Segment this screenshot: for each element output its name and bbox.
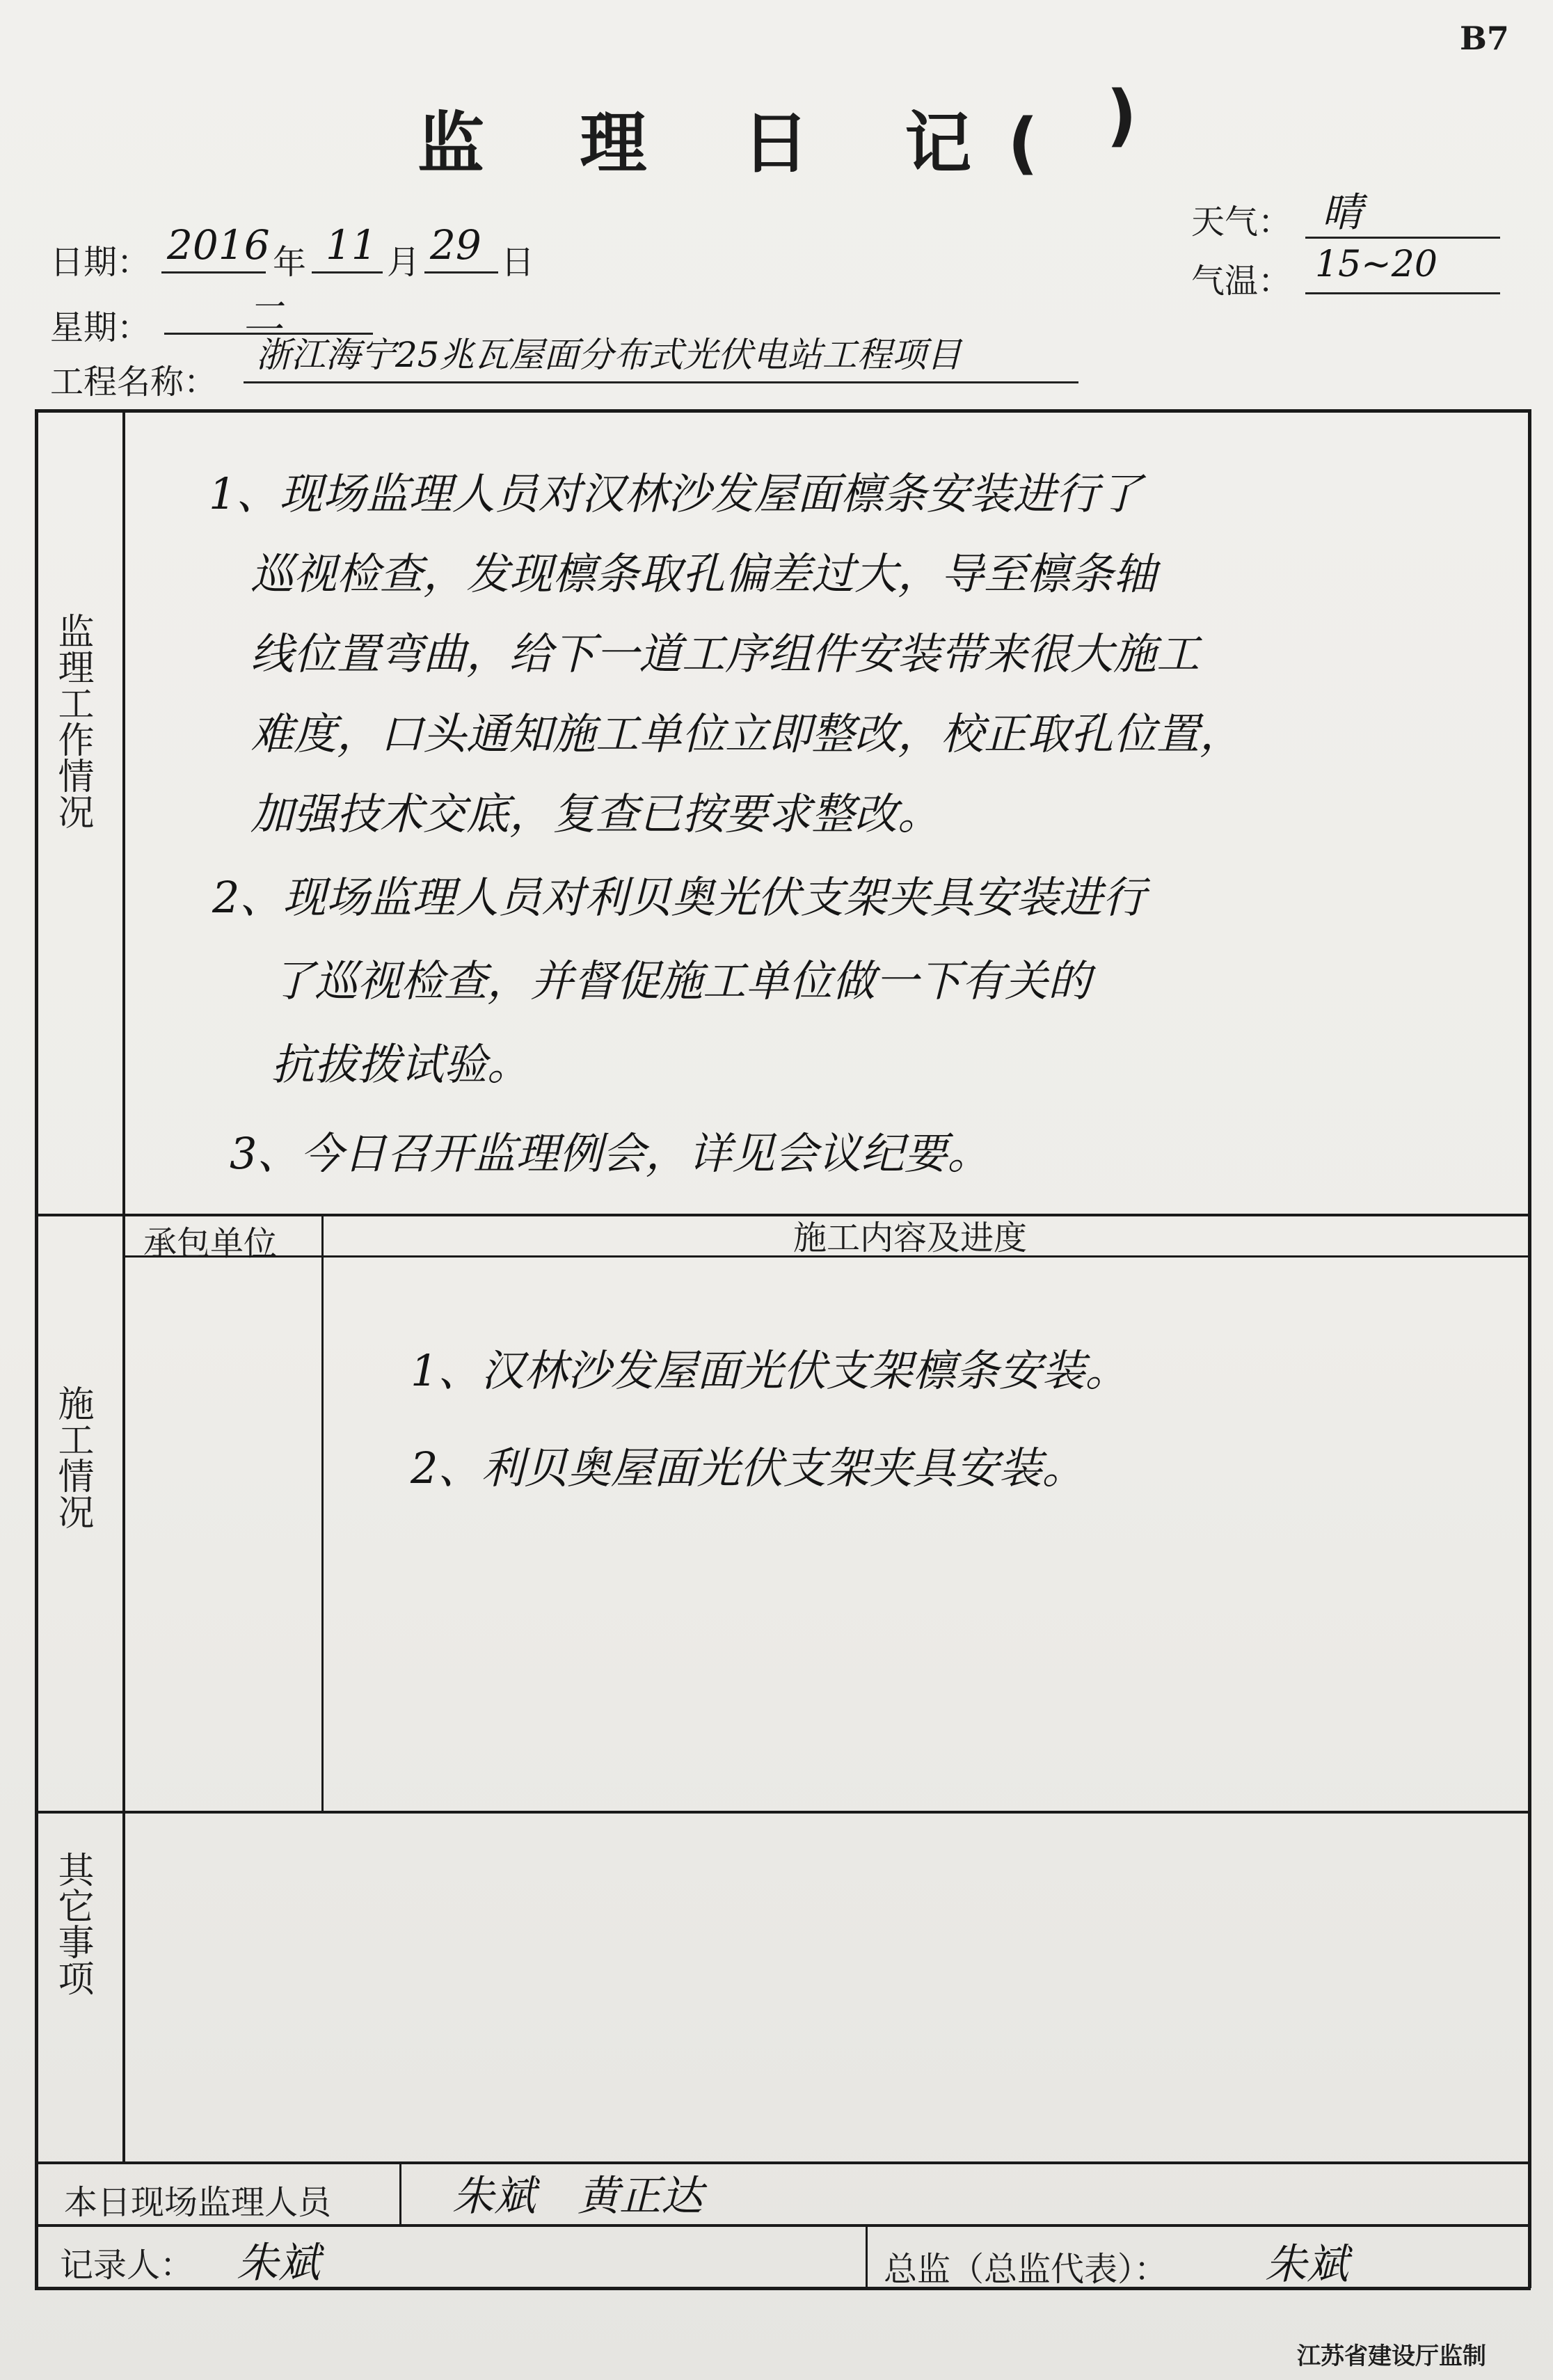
temperature-value: 15~20 [1315,244,1437,285]
page-title: 监 理 日 记( [417,104,1075,182]
supervision-line: 了巡视检查，并督促施工单位做一下有关的 [271,955,1092,1006]
weather-label: 天气： [1191,203,1292,241]
date-day: 29 [430,221,481,269]
date-year: 2016 [167,221,270,269]
supervision-line: 1、现场监理人员对汉林沙发屋面檩条安装进行了 [209,468,1142,519]
staff-label: 本日现场监理人员 [64,2183,332,2222]
chief-label: 总监（总监代表）： [884,2250,1168,2289]
project-name: 浙江海宁25兆瓦屋面分布式光伏电站工程项目 [256,335,962,375]
weekday-value: 二 [244,293,285,340]
date-month: 11 [326,221,377,269]
title-close-paren: ) [1106,77,1137,154]
supervision-line: 巡视检查，发现檩条取孔偏差过大，导至檩条轴 [250,548,1157,599]
construction-line: 2、利贝奥屋面光伏支架夹具安装。 [411,1443,1085,1493]
recorder-label: 记录人： [60,2246,194,2285]
supervision-line: 难度，口头通知施工单位立即整改，校正取孔位置， [250,708,1243,759]
contractor-header: 承包单位 [143,1224,278,1263]
supervision-line: 线位置弯曲，给下一道工序组件安装带来很大施工 [250,628,1200,679]
temperature-label: 气温： [1191,262,1292,301]
supervision-line: 2、现场监理人员对利贝奥光伏支架夹具安装进行 [212,872,1146,923]
other-section-label: 其它事项 [51,1851,93,1996]
date-month-unit: 月 [387,243,421,282]
supervision-section-label: 监理工作情况 [51,612,93,830]
chief-signature: 朱斌 [1265,2240,1348,2289]
recorder-signature: 朱斌 [237,2239,320,2287]
supervision-line: 加强技术交底，复查已按要求整改。 [250,788,941,839]
construction-line: 1、汉林沙发屋面光伏支架檩条安装。 [411,1345,1129,1396]
project-label: 工程名称： [50,363,218,402]
date-label: 日期： [50,243,151,282]
supervision-line: 3、今日召开监理例会，详见会议纪要。 [230,1128,991,1179]
construction-content-header: 施工内容及进度 [793,1219,1028,1258]
weekday-label: 星期： [50,308,151,347]
form-code: B7 [1460,19,1509,57]
staff-names: 朱斌 黄正达 [452,2172,703,2221]
date-year-unit: 年 [273,243,307,282]
construction-section-label: 施工情况 [51,1385,93,1530]
date-day-unit: 日 [501,243,535,282]
weather-value: 晴 [1322,189,1363,236]
issuer-footer: 江苏省建设厅监制 [1297,2342,1486,2370]
supervision-line: 抗拔拨试验。 [271,1039,531,1090]
